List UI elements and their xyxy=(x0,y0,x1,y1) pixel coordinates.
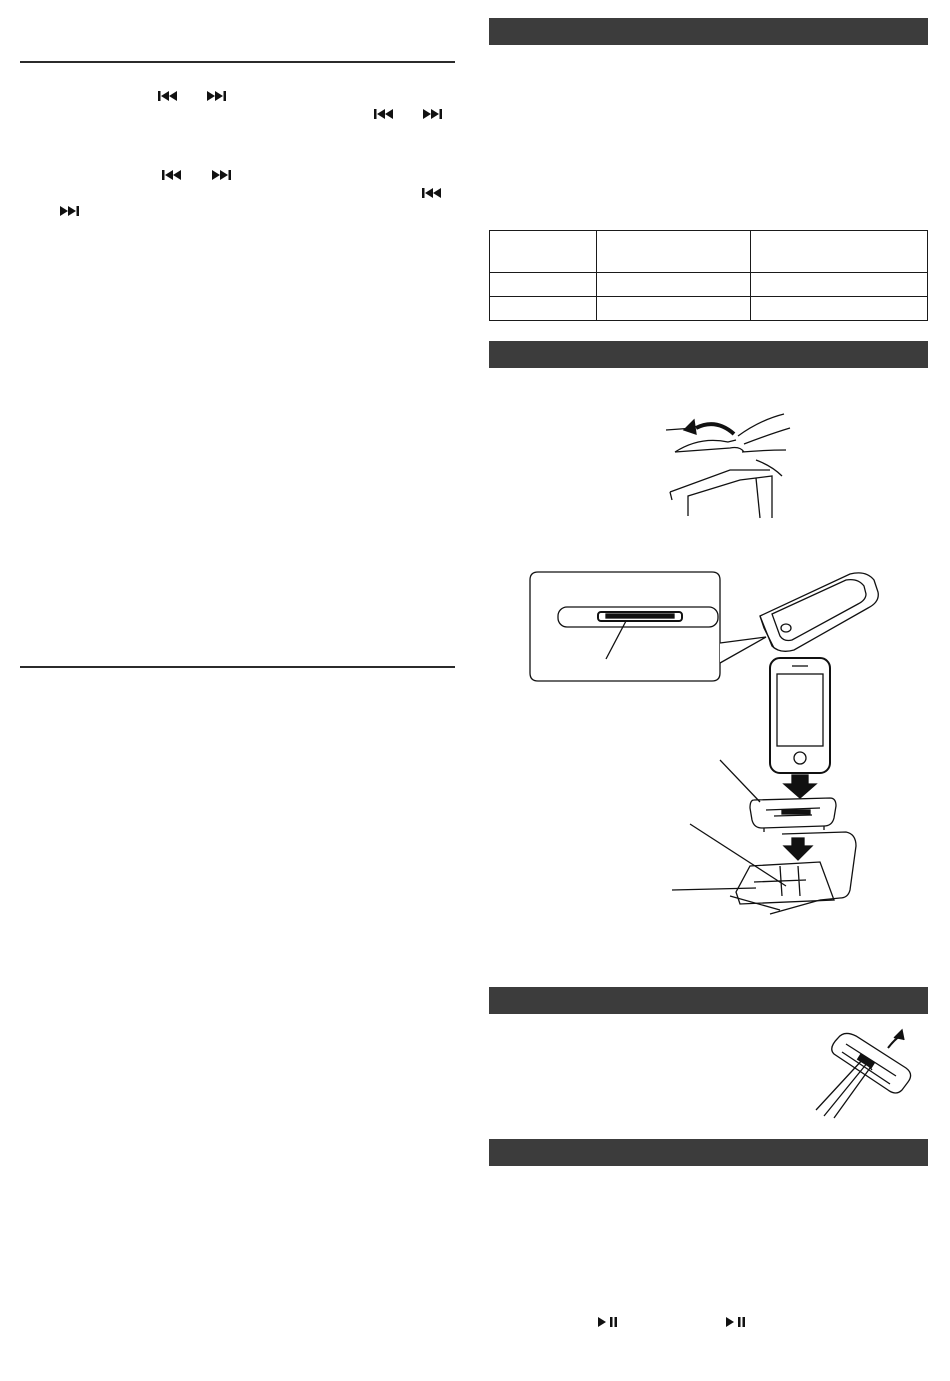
section-divider-middle xyxy=(20,666,455,668)
skip-next-icon xyxy=(57,203,83,219)
table-cell xyxy=(751,273,928,297)
table-cell xyxy=(490,231,597,273)
section-header-bar-2 xyxy=(489,341,928,368)
compatibility-table xyxy=(489,230,928,321)
table-cell xyxy=(490,273,597,297)
iphone-insertion-illustration xyxy=(670,570,885,925)
play-pause-icon xyxy=(722,1314,748,1330)
dock-adapter-removal-illustration xyxy=(810,1028,915,1120)
skip-previous-icon xyxy=(420,185,446,201)
table-cell xyxy=(597,273,751,297)
table-cell xyxy=(597,297,751,321)
peel-protective-film-illustration xyxy=(660,400,800,520)
table-cell xyxy=(490,297,597,321)
table-cell xyxy=(751,231,928,273)
section-divider-top xyxy=(20,61,455,63)
section-header-bar-4 xyxy=(489,1139,928,1166)
skip-next-icon xyxy=(209,167,235,183)
section-header-bar-1 xyxy=(489,18,928,45)
skip-next-icon xyxy=(204,88,230,104)
table-cell xyxy=(751,297,928,321)
section-header-bar-3 xyxy=(489,987,928,1014)
skip-previous-icon xyxy=(160,167,186,183)
play-pause-icon xyxy=(594,1314,620,1330)
table-cell xyxy=(597,231,751,273)
skip-previous-icon xyxy=(156,88,182,104)
skip-previous-icon xyxy=(372,106,398,122)
skip-next-icon xyxy=(420,106,446,122)
